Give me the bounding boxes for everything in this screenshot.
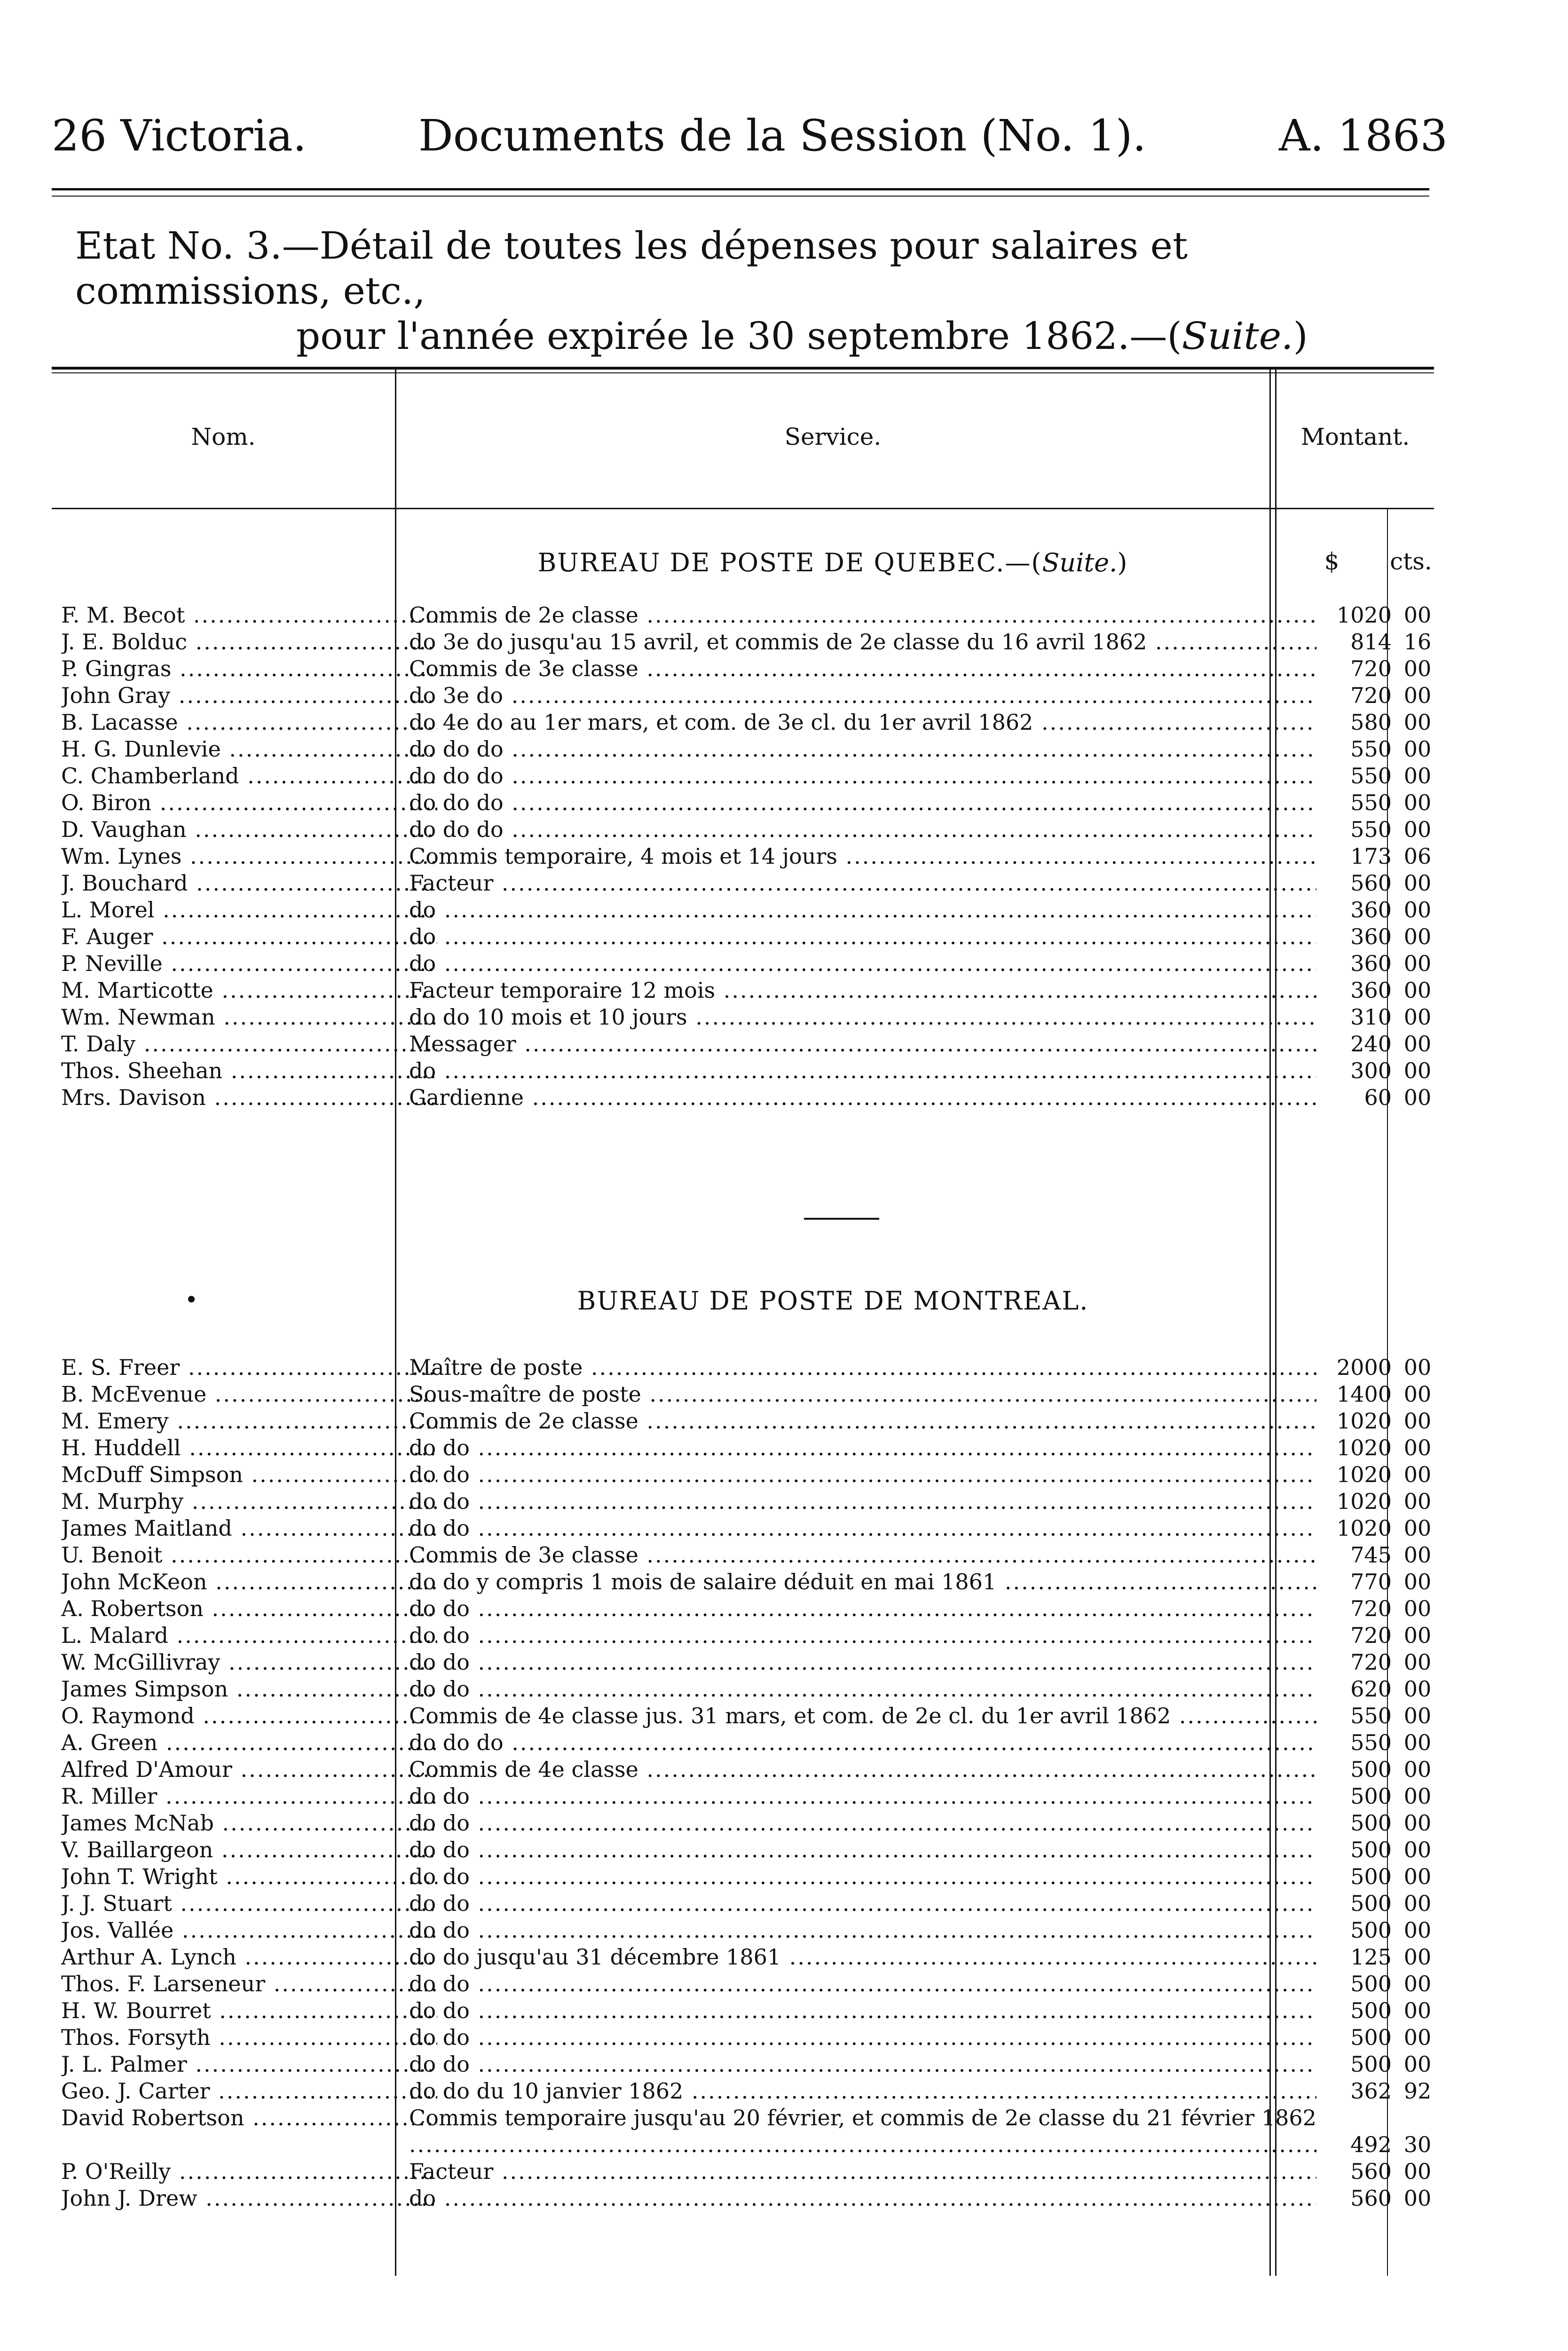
amount-cents: 00 (1403, 870, 1432, 896)
section-title-quebec: BUREAU DE POSTE DE QUEBEC.—(Suite.) (537, 548, 1128, 577)
service-description: Commis de 2e classe ..... (409, 1408, 1316, 1435)
employee-name: E. S. Freer ..... (61, 1354, 437, 1381)
rows-montreal (52, 1354, 1434, 2212)
amount-dollars: 550 (1350, 817, 1392, 842)
table-row (52, 816, 1434, 843)
service-description: do do ..... (409, 2024, 1316, 2051)
employee-name: John T. Wright ..... (61, 1863, 437, 1890)
amount-cents: 00 (1403, 2185, 1432, 2211)
table-row (52, 1622, 1434, 1649)
amount-cents: 00 (1403, 763, 1432, 789)
amount-cents: 00 (1403, 1004, 1432, 1030)
service-description: Messager ..... (409, 1031, 1316, 1057)
amount-dollars: 550 (1350, 763, 1392, 789)
col-header-service: Service. (784, 423, 882, 450)
amount-dollars: 125 (1350, 1944, 1392, 1970)
amount-dollars: 1020 (1336, 1515, 1392, 1541)
table-row (52, 709, 1434, 736)
table-row (52, 2051, 1434, 2078)
table-row (52, 977, 1434, 1004)
table-row (52, 1381, 1434, 1408)
table-row (52, 923, 1434, 950)
head-bottom-rule (52, 508, 1434, 509)
amount-dollars: 500 (1350, 1917, 1392, 1943)
table-row (52, 1729, 1434, 1756)
amount-dollars: 620 (1350, 1676, 1392, 1702)
amount-cents: 00 (1403, 1649, 1432, 1675)
table-row (52, 655, 1434, 682)
amount-dollars: 720 (1350, 656, 1392, 681)
employee-name: B. McEvenue ..... (61, 1381, 437, 1408)
amount-cents: 00 (1403, 1515, 1432, 1541)
service-description: Commis de 4e classe jus. 31 mars, et com. de 2e cl. du 1er avril 1862 ..... (409, 1703, 1316, 1729)
amount-cents: 00 (1403, 978, 1432, 1003)
amount-dollars: 814 (1350, 629, 1392, 655)
service-description: do do ..... (409, 1863, 1316, 1890)
employee-name: J. L. Palmer ..... (61, 2051, 437, 2078)
employee-name: J. Bouchard ..... (61, 870, 437, 897)
amount-dollars: 500 (1350, 1864, 1392, 1889)
service-description: do 3e do ..... (409, 682, 1316, 709)
amount-dollars: 1400 (1336, 1381, 1392, 1407)
employee-name: David Robertson ..... (61, 2105, 437, 2131)
employee-name: P. O'Reilly ..... (61, 2158, 437, 2185)
amount-dollars: 720 (1350, 1649, 1392, 1675)
table-row (52, 1354, 1434, 1381)
employee-name: M. Emery ..... (61, 1408, 437, 1435)
header-center: Documents de la Session (No. 1). (418, 110, 1146, 161)
service-description: do ..... (409, 2185, 1316, 2212)
table-row (52, 602, 1434, 629)
service-description: Commis de 4e classe ..... (409, 1756, 1316, 1783)
amount-cents: 00 (1403, 1917, 1432, 1943)
service-description: do do ..... (409, 1649, 1316, 1676)
service-description: do 3e do jusqu'au 15 avril, et commis de 2e classe du 16 avril 1862 ..... (409, 629, 1316, 655)
amount-cents: 00 (1403, 1998, 1432, 2023)
table-top-rule (52, 367, 1434, 370)
amount-cents: 00 (1403, 1542, 1432, 1568)
service-description: Commis temporaire, 4 mois et 14 jours ..... (409, 843, 1316, 870)
table-row (52, 1997, 1434, 2024)
service-description: do do do ..... (409, 816, 1316, 843)
header-rule-thick (52, 188, 1429, 190)
service-description: do do ..... (409, 1810, 1316, 1837)
service-description: do ..... (409, 1057, 1316, 1084)
amount-dollars: 240 (1350, 1031, 1392, 1057)
amount-cents: 00 (1403, 897, 1432, 923)
service-description: do do y compris 1 mois de salaire déduit en mai 1861 ..... (409, 1569, 1316, 1595)
table-row (52, 1917, 1434, 1944)
amount-cents: 92 (1403, 2078, 1432, 2104)
service-description: Facteur ..... (409, 870, 1316, 897)
service-description: do do ..... (409, 1917, 1316, 1944)
amount-dollars: 500 (1350, 2051, 1392, 2077)
table-row (52, 1031, 1434, 1057)
service-description: do do do ..... (409, 763, 1316, 789)
amount-dollars: 362 (1350, 2078, 1392, 2104)
employee-name: Wm. Newman ..... (61, 1004, 437, 1031)
table-row (52, 1488, 1434, 1515)
employee-name: James McNab ..... (61, 1810, 437, 1837)
amount-cents: 00 (1403, 1891, 1432, 1916)
table-row (52, 2185, 1434, 2212)
amount-cents: 00 (1403, 1757, 1432, 1782)
table-row (52, 950, 1434, 977)
service-description: do do ..... (409, 1971, 1316, 1997)
amount-cents: 00 (1403, 1783, 1432, 1809)
table-row (52, 1971, 1434, 1997)
service-description: do ..... (409, 923, 1316, 950)
employee-name: O. Raymond ..... (61, 1703, 437, 1729)
service-description: do do ..... (409, 1676, 1316, 1703)
amount-dollars: 60 (1364, 1085, 1392, 1110)
amount-cents: 00 (1403, 1085, 1432, 1110)
amount-cents: 00 (1403, 1569, 1432, 1594)
amount-cents: 00 (1403, 1381, 1432, 1407)
service-description: do do ..... (409, 1997, 1316, 2024)
amount-dollars: 500 (1350, 1837, 1392, 1862)
service-description: do ..... (409, 897, 1316, 923)
table-row (52, 1542, 1434, 1569)
employee-name: John J. Drew ..... (61, 2185, 437, 2212)
amount-cents: 00 (1403, 1058, 1432, 1083)
service-description: do do ..... (409, 1461, 1316, 1488)
employee-name: M. Murphy ..... (61, 1488, 437, 1515)
table-row (52, 1810, 1434, 1837)
amount-cents: 00 (1403, 602, 1432, 628)
header-right: A. 1863 (1279, 110, 1448, 161)
table-row (52, 789, 1434, 816)
employee-name: R. Miller ..... (61, 1783, 437, 1810)
amount-dollars: 500 (1350, 1783, 1392, 1809)
amount-cents: 00 (1403, 951, 1432, 976)
employee-name: Geo. J. Carter ..... (61, 2078, 437, 2105)
table-row (52, 2105, 1434, 2158)
amount-cents: 00 (1403, 790, 1432, 815)
title-line-1: Etat No. 3.—Détail de toutes les dépenses pour salaires et commissions, etc., (75, 224, 1188, 313)
service-description: do do jusqu'au 31 décembre 1861 ..... (409, 1944, 1316, 1971)
service-description: Maître de poste ..... (409, 1354, 1316, 1381)
amount-cents: 30 (1403, 2132, 1432, 2157)
employee-name: T. Daly ..... (61, 1031, 437, 1057)
table-row (52, 1756, 1434, 1783)
service-description: Commis de 3e classe ..... (409, 655, 1316, 682)
service-description: do do do ..... (409, 736, 1316, 763)
amount-cents: 00 (1403, 1623, 1432, 1648)
employee-name: P. Gingras ..... (61, 655, 437, 682)
service-description: do ..... (409, 950, 1316, 977)
table-row (52, 1783, 1434, 1810)
amount-cents: 00 (1403, 1810, 1432, 1836)
service-description: do do ..... (409, 1837, 1316, 1863)
table-row (52, 763, 1434, 789)
table-row (52, 1676, 1434, 1703)
amount-dollars: 1020 (1336, 1435, 1392, 1460)
table-row (52, 1703, 1434, 1729)
amount-dollars: 300 (1350, 1058, 1392, 1083)
amount-dollars: 1020 (1336, 1489, 1392, 1514)
employee-name: P. Neville ..... (61, 950, 437, 977)
bullet-mark (188, 1296, 195, 1302)
amount-cents: 00 (1403, 1408, 1432, 1434)
amount-cents: 16 (1403, 629, 1432, 655)
amount-dollars: 550 (1350, 1730, 1392, 1755)
table-row (52, 843, 1434, 870)
table-row (52, 1837, 1434, 1863)
amount-dollars: 1020 (1336, 602, 1392, 628)
employee-name: L. Morel ..... (61, 897, 437, 923)
col-header-name: Nom. (191, 423, 256, 450)
employee-name: J. J. Stuart ..... (61, 1890, 437, 1917)
employee-name: F. Auger ..... (61, 923, 437, 950)
amount-dollars: 500 (1350, 1891, 1392, 1916)
header-left: 26 Victoria. (52, 110, 307, 161)
service-description: do do ..... (409, 1783, 1316, 1810)
amount-dollars: 1020 (1336, 1462, 1392, 1487)
amount-cents: 00 (1403, 2159, 1432, 2184)
service-description: Gardienne ..... (409, 1084, 1316, 1111)
table-title (75, 223, 1439, 359)
amount-dollars: 550 (1350, 736, 1392, 762)
employee-name: Arthur A. Lynch ..... (61, 1944, 437, 1971)
service-description: Commis temporaire jusqu'au 20 février, et commis de 2e classe du 21 février 1862 ..... (409, 2105, 1316, 2158)
employee-name: C. Chamberland ..... (61, 763, 437, 789)
amount-dollars: 550 (1350, 790, 1392, 815)
service-description: do do ..... (409, 1435, 1316, 1461)
employee-name: L. Malard ..... (61, 1622, 437, 1649)
employee-name: James Maitland ..... (61, 1515, 437, 1542)
employee-name: Jos. Vallée ..... (61, 1917, 437, 1944)
amount-dollars: 550 (1350, 1703, 1392, 1728)
amount-dollars: 770 (1350, 1569, 1392, 1594)
service-description: do do ..... (409, 1515, 1316, 1542)
table-row (52, 1461, 1434, 1488)
employee-name: John Gray ..... (61, 682, 437, 709)
service-description: do do ..... (409, 1488, 1316, 1515)
employee-name: Thos. Sheehan ..... (61, 1057, 437, 1084)
amount-cents: 00 (1403, 1730, 1432, 1755)
section-separator (804, 1218, 879, 1220)
unit-dollars: $ (1324, 548, 1339, 575)
amount-dollars: 360 (1350, 897, 1392, 923)
employee-name: B. Lacasse ..... (61, 709, 437, 736)
amount-cents: 00 (1403, 1676, 1432, 1702)
amount-dollars: 360 (1350, 978, 1392, 1003)
employee-name: McDuff Simpson ..... (61, 1461, 437, 1488)
header-rule-thin (52, 196, 1429, 197)
service-description: do do ..... (409, 1890, 1316, 1917)
employee-name: Alfred D'Amour ..... (61, 1756, 437, 1783)
table-row (52, 2158, 1434, 2185)
table-row (52, 2078, 1434, 2105)
amount-dollars: 360 (1350, 951, 1392, 976)
amount-dollars: 1020 (1336, 1408, 1392, 1434)
amount-cents: 00 (1403, 1596, 1432, 1621)
employee-name: James Simpson ..... (61, 1676, 437, 1703)
service-description: do do du 10 janvier 1862 ..... (409, 2078, 1316, 2105)
service-description: Facteur ..... (409, 2158, 1316, 2185)
amount-cents: 00 (1403, 710, 1432, 735)
amount-cents: 00 (1403, 656, 1432, 681)
service-description: do do do ..... (409, 789, 1316, 816)
amount-dollars: 310 (1350, 1004, 1392, 1030)
employee-name: O. Biron ..... (61, 789, 437, 816)
employee-name: A. Robertson ..... (61, 1595, 437, 1622)
amount-cents: 00 (1403, 683, 1432, 708)
amount-dollars: 745 (1350, 1542, 1392, 1568)
amount-dollars: 500 (1350, 1810, 1392, 1836)
employee-name: H. Huddell ..... (61, 1435, 437, 1461)
table-row (52, 1890, 1434, 1917)
amount-dollars: 560 (1350, 870, 1392, 896)
amount-cents: 00 (1403, 1462, 1432, 1487)
service-description: do 4e do au 1er mars, et com. de 3e cl. du 1er avril 1862 ..... (409, 709, 1316, 736)
col-header-amount: Montant. (1300, 423, 1410, 450)
employee-name: Thos. Forsyth ..... (61, 2024, 437, 2051)
amount-cents: 06 (1403, 844, 1432, 869)
amount-cents: 00 (1403, 2025, 1432, 2050)
table-row (52, 870, 1434, 897)
table-row (52, 1515, 1434, 1542)
salary-table (52, 367, 1434, 2276)
employee-name: H. G. Dunlevie ..... (61, 736, 437, 763)
amount-dollars: 720 (1350, 1596, 1392, 1621)
amount-dollars: 360 (1350, 924, 1392, 949)
employee-name: U. Benoit ..... (61, 1542, 437, 1569)
table-row (52, 1084, 1434, 1111)
amount-cents: 00 (1403, 1435, 1432, 1460)
table-row (52, 1435, 1434, 1461)
amount-dollars: 500 (1350, 1998, 1392, 2023)
employee-name: F. M. Becot ..... (61, 602, 437, 629)
running-head (38, 110, 1448, 167)
employee-name: W. McGillivray ..... (61, 1649, 437, 1676)
employee-name: H. W. Bourret ..... (61, 1997, 437, 2024)
amount-cents: 00 (1403, 2051, 1432, 2077)
amount-dollars: 500 (1350, 2025, 1392, 2050)
amount-dollars: 500 (1350, 1971, 1392, 1996)
amount-dollars: 580 (1350, 710, 1392, 735)
service-description: do do ..... (409, 1595, 1316, 1622)
amount-dollars: 560 (1350, 2185, 1392, 2211)
amount-cents: 00 (1403, 1355, 1432, 1380)
employee-name: John McKeon ..... (61, 1569, 437, 1595)
rows-quebec (52, 602, 1434, 1111)
employee-name: Thos. F. Larseneur ..... (61, 1971, 437, 1997)
table-row (52, 1863, 1434, 1890)
table-row (52, 897, 1434, 923)
table-row (52, 2024, 1434, 2051)
service-description: do do 10 mois et 10 jours ..... (409, 1004, 1316, 1031)
amount-cents: 00 (1403, 1864, 1432, 1889)
table-row (52, 682, 1434, 709)
amount-cents: 00 (1403, 924, 1432, 949)
employee-name: J. E. Bolduc ..... (61, 629, 437, 655)
service-description: Facteur temporaire 12 mois ..... (409, 977, 1316, 1004)
table-row (52, 736, 1434, 763)
employee-name: M. Marticotte ..... (61, 977, 437, 1004)
employee-name: Mrs. Davison ..... (61, 1084, 437, 1111)
amount-dollars: 720 (1350, 683, 1392, 708)
service-description: Commis de 2e classe ..... (409, 602, 1316, 629)
service-description: Sous-maître de poste ..... (409, 1381, 1316, 1408)
amount-cents: 00 (1403, 736, 1432, 762)
service-description: do do do ..... (409, 1729, 1316, 1756)
amount-dollars: 560 (1350, 2159, 1392, 2184)
table-row (52, 1057, 1434, 1084)
table-row (52, 1004, 1434, 1031)
table-row (52, 1649, 1434, 1676)
employee-name: D. Vaughan ..... (61, 816, 437, 843)
table-row (52, 1408, 1434, 1435)
table-row (52, 1944, 1434, 1971)
employee-name: Wm. Lynes ..... (61, 843, 437, 870)
service-description: Commis de 3e classe ..... (409, 1542, 1316, 1569)
amount-dollars: 173 (1350, 844, 1392, 869)
employee-name: A. Green ..... (61, 1729, 437, 1756)
amount-dollars: 2000 (1336, 1355, 1392, 1380)
unit-cents: cts. (1390, 548, 1432, 575)
amount-cents: 00 (1403, 1031, 1432, 1057)
service-description: do do ..... (409, 2051, 1316, 2078)
title-line-2: pour l'année expirée le 30 septembre 1862.—(Suite.) (296, 314, 1308, 358)
table-row (52, 1595, 1434, 1622)
amount-dollars: 720 (1350, 1623, 1392, 1648)
amount-cents: 00 (1403, 1837, 1432, 1862)
amount-dollars: 492 (1350, 2132, 1392, 2157)
amount-cents: 00 (1403, 1944, 1432, 1970)
amount-cents: 00 (1403, 1971, 1432, 1996)
amount-cents: 00 (1403, 1703, 1432, 1728)
employee-name: V. Baillargeon ..... (61, 1837, 437, 1863)
service-description: do do ..... (409, 1622, 1316, 1649)
amount-cents: 00 (1403, 817, 1432, 842)
table-row (52, 1569, 1434, 1595)
amount-dollars: 500 (1350, 1757, 1392, 1782)
table-top-rule-thin (52, 372, 1434, 373)
section-title-montreal: BUREAU DE POSTE DE MONTREAL. (577, 1286, 1089, 1316)
table-row (52, 629, 1434, 655)
amount-cents: 00 (1403, 1489, 1432, 1514)
